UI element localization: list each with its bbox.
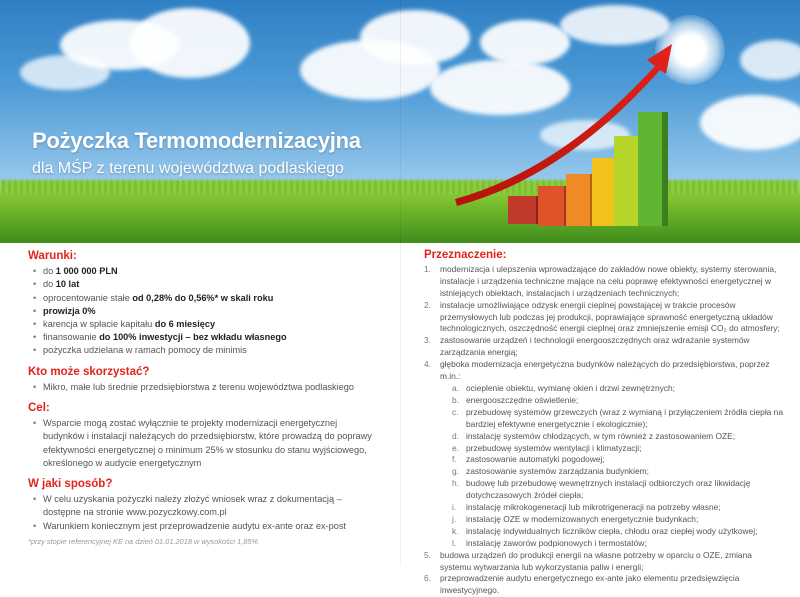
sub-list-text: przebudowę systemów grzewczych (wraz z wymianą i przyłączeniem źródła ciepła na bardziej efektywne energetycznie i ekologicznie);: [466, 406, 783, 429]
sub-list-item: [440, 466, 784, 478]
list-number: 3.: [424, 335, 431, 346]
section-heading: Kto może skorzystać?: [28, 365, 150, 378]
section-heading: Cel:: [28, 402, 50, 415]
sub-list-letter: f.: [452, 454, 457, 465]
sub-list-text: instalację zaworów podpionowych i termostatów;: [466, 537, 647, 548]
list-item: • Warunkiem koniecznym jest przeprowadzenie audytu ex-ante oraz ex-post: [28, 520, 378, 533]
sub-list-letter: b.: [452, 394, 459, 405]
sub-list-text: instalację mikrokogeneracji lub mikrotrigeneracji na potrzeby własne;: [466, 502, 721, 513]
list-item: • Wsparcie mogą zostać wyłącznie te projekty modernizacji energetycznej budynków i instalacji należących do przedsiębiorstw, które prowadzą do poprawy efektywności energetycznej o minimum 25% w stosunku do stanu wyjściowego, określonego w audycie energetycznym: [28, 417, 378, 470]
section-heading: W jaki sposób?: [28, 478, 113, 491]
list-item: [424, 300, 784, 336]
list-item-text: przeprowadzenie audytu energetycznego ex-ante jako elementu przedsięwzięcia inwestycyjnego.: [440, 573, 740, 596]
list-number: 4.: [424, 359, 431, 370]
list-item-text: budowa urządzeń do produkcji energii na własne potrzeby w oparciu o OZE, zmiana systemu wytwarzania lub wykorzystania paliw i energii;: [440, 549, 752, 572]
sub-list-letter: l.: [452, 537, 457, 548]
list-item: [424, 264, 784, 300]
list-item-text: instalacje umożliwiające odzysk energii cieplnej powstającej w trakcie procesów przemysłowych lub podczas jej produkcji, poprawiające sprawność energetyczną układów technologicznych, oszczędność energii cieplnej oraz zmniejszenie emisji CO₂ do atmosfery;: [440, 299, 780, 334]
bullet-list: [28, 265, 378, 357]
list-item: • oprocentowanie stałe od 0,28% do 0,56%* w skali roku: [28, 292, 378, 305]
sub-list-letter: h.: [452, 478, 459, 489]
sub-list-item: [440, 443, 784, 455]
list-item-text: zastosowanie urządzeń i technologii energooszczędnych oraz wdrażanie systemów zarządzania energią;: [440, 335, 750, 358]
list-item: • pożyczka udzielana w ramach pomocy de minimis: [28, 344, 378, 357]
list-item: • karencja w spłacie kapitału do 6 miesięcy: [28, 318, 378, 331]
sub-list-letter: d.: [452, 430, 459, 441]
sub-list: [440, 383, 784, 550]
list-item: • Mikro, małe lub średnie przedsiębiorstwa z terenu województwa podlaskiego: [28, 381, 378, 394]
left-column: [28, 250, 378, 541]
list-item: [424, 573, 784, 597]
sub-list-item: [440, 538, 784, 550]
sub-list-item: [440, 502, 784, 514]
sub-list-letter: e.: [452, 442, 459, 453]
page-title: Pożyczka Termomodernizacyjna: [32, 128, 361, 153]
sub-list-text: energooszczędne oświetlenie;: [466, 394, 579, 405]
section-sposob: [28, 478, 378, 533]
section-heading: Przeznaczenie:: [424, 249, 507, 261]
list-number: 2.: [424, 299, 431, 310]
list-item-text: modernizacja i ulepszenia wprowadzające do zakładów nowe obiekty, systemy sterowania, instalacje i urządzenia techniczne mające na celu poprawę efektywności energetycznej w istniejących obiektach, instalacjach i urządzeniach technicznych;: [440, 263, 777, 298]
sub-list-letter: k.: [452, 525, 459, 536]
bullet-list: [28, 493, 378, 533]
sub-list-item: [440, 478, 784, 502]
right-column: [424, 250, 784, 597]
list-item: • W celu uzyskania pożyczki należy złożyć wniosek wraz z dokumentacją – dostępne na stronie www.pozyczkowy.com.pl: [28, 493, 378, 519]
sub-list-letter: j.: [452, 513, 457, 524]
list-item: • finansowanie do 100% inwestycji – bez wkładu własnego: [28, 331, 378, 344]
sub-list-text: instalację OZE w modernizowanych energetycznie budynkach;: [466, 513, 699, 524]
sub-list-text: budowę lub przebudowę wewnętrznych instalacji odbiorczych oraz likwidację dotychczasowych źródeł ciepła;: [466, 478, 751, 501]
sub-list-item: [440, 407, 784, 431]
list-item-text: głęboka modernizacja energetyczna budynków należących do przedsiębiorstwa, poprzez m.in.:: [440, 359, 770, 382]
sub-list-letter: c.: [452, 406, 459, 417]
list-item: • do 1 000 000 PLN: [28, 265, 378, 278]
list-item: [424, 550, 784, 574]
sub-list-item: [440, 526, 784, 538]
sub-list-item: [440, 514, 784, 526]
sub-list-text: ocieplenie obiektu, wymianę okien i drzwi zewnętrznych;: [466, 382, 676, 393]
section-warunki: [28, 250, 378, 358]
section-heading: Warunki:: [28, 250, 77, 262]
list-number: 1.: [424, 263, 431, 274]
sub-list-text: przebudowę systemów wentylacji i klimatyzacji;: [466, 442, 642, 453]
bullet-list: [28, 381, 378, 394]
sub-list-item: [440, 395, 784, 407]
sub-list-letter: a.: [452, 382, 459, 393]
list-item: [424, 335, 784, 359]
sub-list-item: [440, 383, 784, 395]
sub-list-text: instalację systemów chłodzących, w tym również z zastosowaniem OZE;: [466, 430, 736, 441]
section-kto: [28, 366, 378, 394]
page-subtitle: dla MŚP z terenu województwa podlaskiego: [32, 160, 344, 177]
bullet-list: [28, 417, 378, 470]
sub-list-text: zastosowanie automatyki pogodowej;: [466, 454, 605, 465]
numbered-list: [424, 264, 784, 597]
page-fold: [400, 0, 401, 566]
sub-list-letter: i.: [452, 502, 457, 513]
list-item: • prowizja 0%: [28, 305, 378, 318]
footnote: *przy stopie referencyjnej KE na dzień 01.01.2018 w wysokości 1,85%: [28, 537, 259, 546]
section-cel: [28, 402, 378, 470]
list-number: 5.: [424, 549, 431, 560]
list-item: [424, 359, 784, 550]
sub-list-item: [440, 431, 784, 443]
sub-list-item: [440, 454, 784, 466]
sub-list-text: zastosowanie systemów zarządzania budynkiem;: [466, 466, 649, 477]
sub-list-text: instalację indywidualnych liczników ciepła, chłodu oraz ciepłej wody użytkowej;: [466, 525, 758, 536]
list-item: • do 10 lat: [28, 278, 378, 291]
sub-list-letter: g.: [452, 466, 459, 477]
list-number: 6.: [424, 573, 431, 584]
